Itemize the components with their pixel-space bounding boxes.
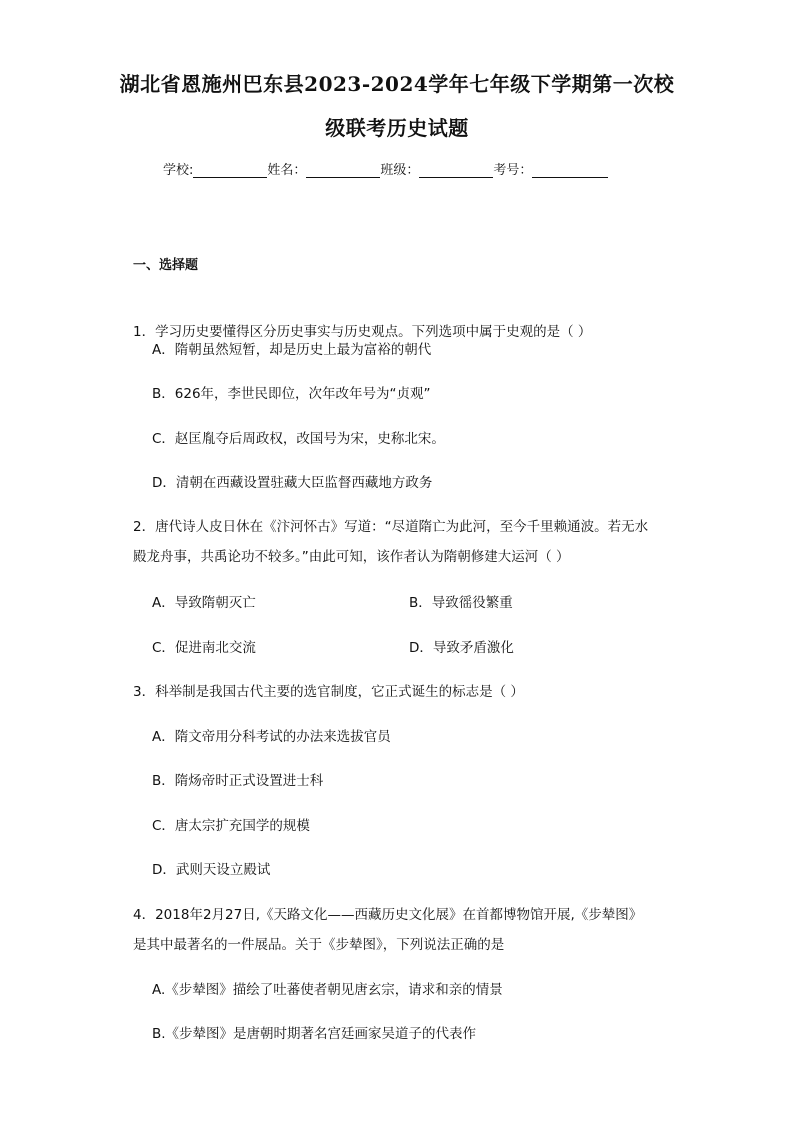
question-1-option-d: D．清朝在西藏设置驻藏大臣监督西藏地方政务 bbox=[152, 475, 433, 491]
question-1-option-b: B．626年，李世民即位，次年改年号为“贞观” bbox=[152, 386, 431, 402]
question-4-stem-line-1: 4．2018年2月27日,《天路文化——西藏历史文化展》在首都博物馆开展,《步辇图》 bbox=[133, 907, 643, 923]
exam-number-label: 考号： bbox=[493, 163, 533, 178]
student-info-row bbox=[163, 159, 608, 178]
school-blank[interactable] bbox=[193, 163, 267, 178]
question-3-stem: 3．科举制是我国古代主要的选官制度，它正式诞生的标志是（ ） bbox=[133, 684, 524, 700]
question-3-option-b: B．隋炀帝时正式设置进士科 bbox=[152, 773, 324, 789]
question-4-stem-line-2: 是其中最著名的一件展品。关于《步辇图》，下列说法正确的是 bbox=[133, 937, 505, 953]
question-2-stem-line-2: 殿龙舟事，共禹论功不较多。”由此可知，该作者认为隋朝修建大运河（ ） bbox=[133, 549, 570, 565]
question-1-option-c: C．赵匡胤夺后周政权，改国号为宋，史称北宋。 bbox=[152, 431, 445, 447]
question-3-option-d: D．武则天设立殿试 bbox=[152, 862, 271, 878]
question-3-option-a: A．隋文帝用分科考试的办法来选拔官员 bbox=[152, 729, 391, 745]
class-blank[interactable] bbox=[419, 163, 493, 178]
question-3-option-c: C．唐太宗扩充国学的规模 bbox=[152, 818, 310, 834]
class-label: 班级： bbox=[380, 163, 420, 178]
name-blank[interactable] bbox=[306, 163, 380, 178]
question-1-stem: 1．学习历史要懂得区分历史事实与历史观点。下列选项中属于史观的是（ ） bbox=[133, 324, 592, 340]
section-heading: 一、选择题 bbox=[133, 258, 199, 273]
question-2-stem-line-1: 2．唐代诗人皮日休在《汴河怀古》写道：“尽道隋亡为此河，至今千里赖通波。若无水 bbox=[133, 519, 649, 535]
question-2-option-b: B．导致徭役繁重 bbox=[409, 595, 513, 611]
exam-number-blank[interactable] bbox=[532, 163, 608, 178]
question-4-option-b: B.《步辇图》是唐朝时期著名宫廷画家吴道子的代表作 bbox=[152, 1026, 477, 1042]
question-1-option-a: A．隋朝虽然短暂，却是历史上最为富裕的朝代 bbox=[152, 342, 432, 358]
name-label: 姓名： bbox=[267, 163, 307, 178]
question-2-option-d: D．导致矛盾激化 bbox=[409, 640, 514, 656]
school-label: 学校: bbox=[163, 163, 194, 178]
question-2-option-a: A．导致隋朝灭亡 bbox=[152, 595, 256, 611]
exam-title-line-2: 级联考历史试题 bbox=[325, 116, 469, 140]
question-4-option-a: A.《步辇图》描绘了吐蕃使者朝见唐玄宗，请求和亲的情景 bbox=[152, 982, 503, 998]
question-2-option-c: C．促进南北交流 bbox=[152, 640, 256, 656]
exam-title-line-1: 湖北省恩施州巴东县2023-2024学年七年级下学期第一次校 bbox=[119, 72, 675, 96]
